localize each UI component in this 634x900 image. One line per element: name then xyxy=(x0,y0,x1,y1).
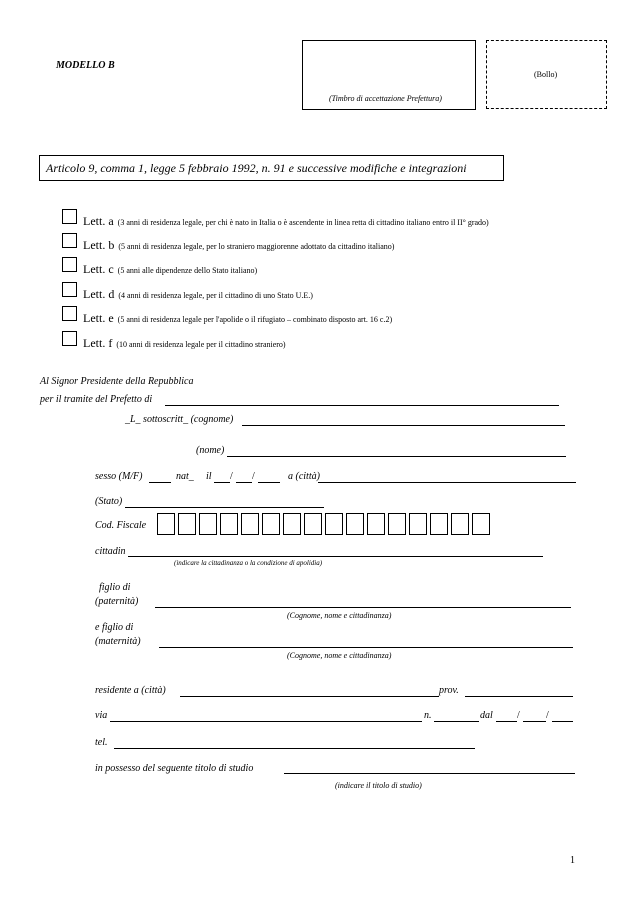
nat-label: nat_ xyxy=(176,471,194,482)
cf-cell[interactable] xyxy=(178,513,196,535)
e-figlio-di-label: e figlio di xyxy=(95,622,134,633)
option-d-desc: (4 anni di residenza legale, per il cittadino di uno Stato U.E.) xyxy=(118,291,313,300)
nome-label: (nome) xyxy=(196,445,225,456)
date-sep-2: / xyxy=(252,471,255,482)
checkbox-lett-c[interactable] xyxy=(62,257,77,272)
article-title: Articolo 9, comma 1, legge 5 febbraio 1992, n. 91 e successive modifiche e integrazioni xyxy=(46,161,467,175)
cf-cell[interactable] xyxy=(472,513,490,535)
paternita-field[interactable] xyxy=(155,607,571,608)
dal-day-field[interactable] xyxy=(496,721,517,722)
option-e-label: Lett. e xyxy=(83,311,114,325)
prefetto-field[interactable] xyxy=(165,405,559,406)
option-c-desc: (5 anni alle dipendenze dello Stato italiano) xyxy=(117,266,258,275)
cf-cell[interactable] xyxy=(199,513,217,535)
tel-label: tel. xyxy=(95,737,108,748)
date-sep-1: / xyxy=(230,471,233,482)
cittadin-label: cittadin xyxy=(95,546,126,557)
citta-label: a (città) xyxy=(288,471,320,482)
tel-field[interactable] xyxy=(114,748,475,749)
via-label: via xyxy=(95,710,108,721)
bollo-label: (Bollo) xyxy=(534,70,558,79)
via-field[interactable] xyxy=(110,721,422,722)
checkbox-lett-f[interactable] xyxy=(62,331,77,346)
paternita-hint: (Cognome, nome e cittadinanza) xyxy=(287,611,392,620)
dal-year-field[interactable] xyxy=(552,721,573,722)
dal-month-field[interactable] xyxy=(523,721,546,722)
il-label: il xyxy=(206,471,212,482)
cf-cell[interactable] xyxy=(304,513,322,535)
option-b xyxy=(83,236,394,254)
maternita-hint: (Cognome, nome e cittadinanza) xyxy=(287,651,392,660)
cf-cell[interactable] xyxy=(388,513,406,535)
residente-label: residente a (città) xyxy=(95,685,166,696)
cf-cell[interactable] xyxy=(241,513,259,535)
titolo-hint: (indicare il titolo di studio) xyxy=(335,781,422,790)
option-f xyxy=(83,334,286,352)
cf-cell[interactable] xyxy=(451,513,469,535)
sottoscritt-label: _L_ sottoscritt_ (cognome) xyxy=(125,414,234,425)
sesso-label: sesso (M/F) xyxy=(95,471,143,482)
cf-cell[interactable] xyxy=(157,513,175,535)
article-box xyxy=(39,155,504,181)
maternita-label: (maternità) xyxy=(95,636,141,647)
sesso-field[interactable] xyxy=(149,482,171,483)
cf-cell[interactable] xyxy=(409,513,427,535)
option-e xyxy=(83,309,392,327)
checkbox-lett-d[interactable] xyxy=(62,282,77,297)
birth-year-field[interactable] xyxy=(258,482,280,483)
checkbox-lett-a[interactable] xyxy=(62,209,77,224)
civic-number-field[interactable] xyxy=(434,721,479,722)
addressee-line1: Al Signor Presidente della Repubblica xyxy=(40,376,194,387)
paternita-label: (paternità) xyxy=(95,596,139,607)
stato-field[interactable] xyxy=(125,507,324,508)
birth-month-field[interactable] xyxy=(236,482,252,483)
option-e-desc: (5 anni di residenza legale per l'apolide o il rifugiato – combinato disposto art. 16 c.2) xyxy=(117,315,393,324)
cognome-field[interactable] xyxy=(242,425,565,426)
option-d xyxy=(83,285,313,303)
birth-city-field[interactable] xyxy=(318,482,576,483)
cf-cell[interactable] xyxy=(325,513,343,535)
cittadinanza-field[interactable] xyxy=(128,556,543,557)
dal-label: dal xyxy=(480,710,493,721)
bollo-box xyxy=(486,40,607,109)
figlio-di-label: figlio di xyxy=(99,582,131,593)
titolo-field[interactable] xyxy=(284,773,575,774)
checkbox-lett-e[interactable] xyxy=(62,306,77,321)
checkbox-lett-b[interactable] xyxy=(62,233,77,248)
addressee-line2: per il tramite del Prefetto di xyxy=(40,394,153,405)
option-a xyxy=(83,212,489,230)
cf-cell[interactable] xyxy=(283,513,301,535)
cf-cell[interactable] xyxy=(262,513,280,535)
stamp-caption: (Timbro di accettazione Prefettura) xyxy=(329,94,442,103)
stamp-box xyxy=(302,40,476,110)
cod-fiscale-label: Cod. Fiscale xyxy=(95,520,147,531)
cf-cell[interactable] xyxy=(367,513,385,535)
option-d-label: Lett. d xyxy=(83,287,115,301)
option-b-label: Lett. b xyxy=(83,238,115,252)
option-a-label: Lett. a xyxy=(83,214,114,228)
nome-field[interactable] xyxy=(227,456,566,457)
prov-label: prov. xyxy=(439,685,459,696)
page-number: 1 xyxy=(570,855,575,866)
n-label: n. xyxy=(424,710,432,721)
option-c xyxy=(83,260,257,278)
stato-label: (Stato) xyxy=(95,496,123,507)
option-c-label: Lett. c xyxy=(83,262,114,276)
option-a-desc: (3 anni di residenza legale, per chi è nato in Italia o è ascendente in linea retta di cittadino italiano entro il II° grado) xyxy=(117,218,489,227)
birth-day-field[interactable] xyxy=(214,482,230,483)
prov-field[interactable] xyxy=(465,696,573,697)
cf-cell[interactable] xyxy=(220,513,238,535)
dal-sep-1: / xyxy=(517,710,520,721)
residenza-city-field[interactable] xyxy=(180,696,439,697)
dal-sep-2: / xyxy=(546,710,549,721)
cf-cell[interactable] xyxy=(346,513,364,535)
option-b-desc: (5 anni di residenza legale, per lo straniero maggiorenne adottato da cittadino italiano) xyxy=(118,242,395,251)
option-f-desc: (10 anni di residenza legale per il cittadino straniero) xyxy=(116,340,286,349)
model-label: MODELLO B xyxy=(56,60,115,71)
option-f-label: Lett. f xyxy=(83,336,113,350)
cittadin-hint: (indicare la cittadinanza o la condizione di apolidia) xyxy=(174,559,323,567)
cf-cell[interactable] xyxy=(430,513,448,535)
titolo-label: in possesso del seguente titolo di studio xyxy=(95,763,254,774)
maternita-field[interactable] xyxy=(159,647,573,648)
